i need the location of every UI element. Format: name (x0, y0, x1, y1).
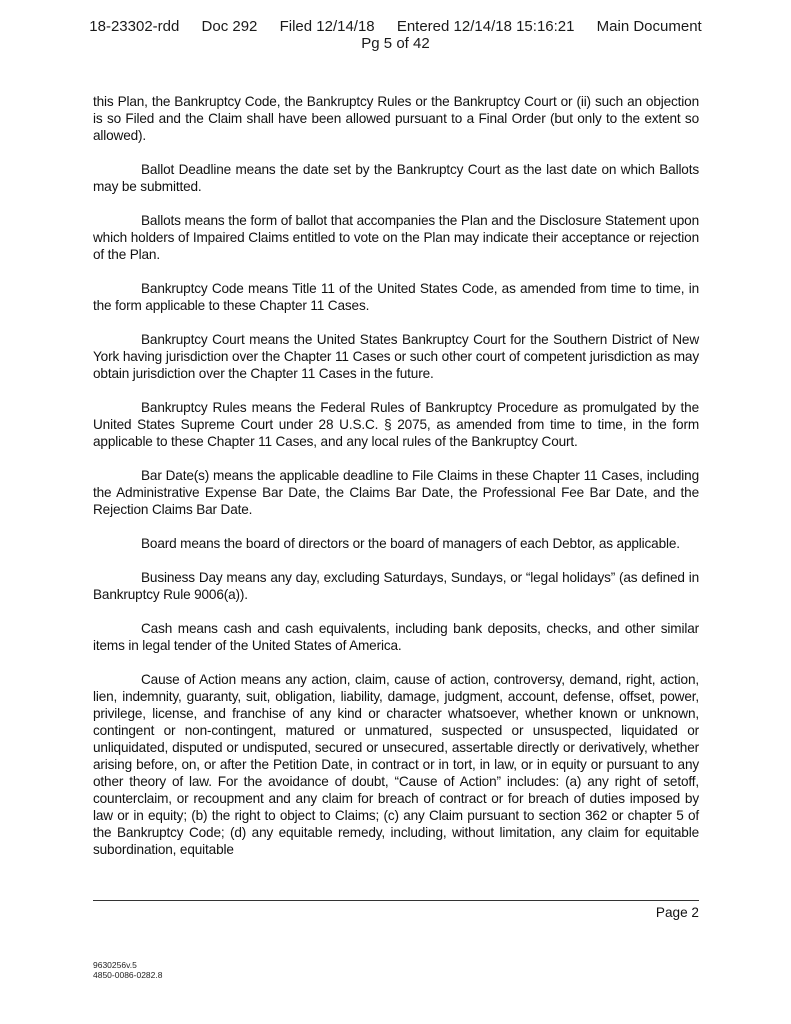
definition-bankruptcy-court: Bankruptcy Court means the United States Bankruptcy Court for the Southern District of New York having jurisdiction over the Chapter 11 Cases or such other court of competent jurisdiction as may obtain jurisdiction over the Chapter 11 Cases in the future. (93, 332, 699, 381)
definition-board: Board means the board of directors or the board of managers of each Debtor, as applicable. (141, 536, 680, 551)
page-number: Page 2 (655, 905, 699, 920)
filed-date: Filed 12/14/18 (279, 18, 375, 35)
definition-ballot-deadline: Ballot Deadline means the date set by the Bankruptcy Court as the last date on which Ballots may be submitted. (93, 162, 699, 194)
definition-ballots: Ballots means the form of ballot that accompanies the Plan and the Disclosure Statement upon which holders of Impaired Claims entitled to vote on the Plan may indicate their acceptance or rejection of the Plan. (93, 213, 699, 262)
paragraph-continuation: this Plan, the Bankruptcy Code, the Bankruptcy Rules or the Bankruptcy Court or (ii) such an objection is so Filed and the Claim shall have been allowed pursuant to a Final Order (but only to the extent so allowed). (93, 94, 699, 143)
doc-id-primary: 9630256v.5 (93, 960, 137, 970)
definition-cause-of-action: Cause of Action means any action, claim, cause of action, controversy, demand, right, action, lien, indemnity, guaranty, suit, obligation, liability, damage, judgment, account, defense, offset, power, privilege, license, and franchise of any kind or character whatsoever, whether known or unknown, contingent or non-contingent, matured or unmatured, suspected or unsuspected, liquidated or unliquidated, disputed or undisputed, secured or unsecured, assertable directly or derivatively, whether arising before, on, or after the Petition Date, in contract or in tort, in law, or in equity or pursuant to any other theory of law. For the avoidance of doubt, “Cause of Action” includes: (a) any right of setoff, counterclaim, or recoupment and any claim for breach of contract or for breach of duties imposed by law or in equity; (b) the right to object to Claims; (c) any Claim pursuant to section 362 or chapter 5 of the Bankruptcy Code; (d) any equitable remedy, including, without limitation, any claim for equitable subordination, equitable (93, 672, 699, 857)
definition-cash: Cash means cash and cash equivalents, including bank deposits, checks, and other similar items in legal tender of the United States of America. (93, 621, 699, 653)
page-of-count: Pg 5 of 42 (361, 35, 430, 52)
doc-number: Doc 292 (201, 18, 258, 35)
definition-business-day: Business Day means any day, excluding Saturdays, Sundays, or “legal holidays” (as defined in Bankruptcy Rule 9006(a)). (93, 570, 699, 602)
document-identifiers (93, 960, 162, 980)
definition-bar-dates: Bar Date(s) means the applicable deadline to File Claims in these Chapter 11 Cases, including the Administrative Expense Bar Date, the Claims Bar Date, the Professional Fee Bar Date, and the Rejection Claims Bar Date. (93, 468, 699, 517)
footer-divider (93, 900, 699, 901)
case-number: 18-23302-rdd (89, 18, 180, 35)
document-body (93, 93, 699, 875)
doc-id-secondary: 4850-0086-0282.8 (93, 970, 163, 980)
entered-date: Entered 12/14/18 15:16:21 (396, 18, 575, 35)
definition-bankruptcy-code: Bankruptcy Code means Title 11 of the United States Code, as amended from time to time, in the form applicable to these Chapter 11 Cases. (93, 281, 699, 313)
definition-bankruptcy-rules: Bankruptcy Rules means the Federal Rules of Bankruptcy Procedure as promulgated by the United States Supreme Court under 28 U.S.C. § 2075, as amended from time to time, in the form applicable to these Chapter 11 Cases, and any local rules of the Bankruptcy Court. (93, 400, 699, 449)
filing-header-line (0, 18, 791, 35)
filing-header (0, 18, 791, 52)
doc-type: Main Document (596, 18, 702, 35)
